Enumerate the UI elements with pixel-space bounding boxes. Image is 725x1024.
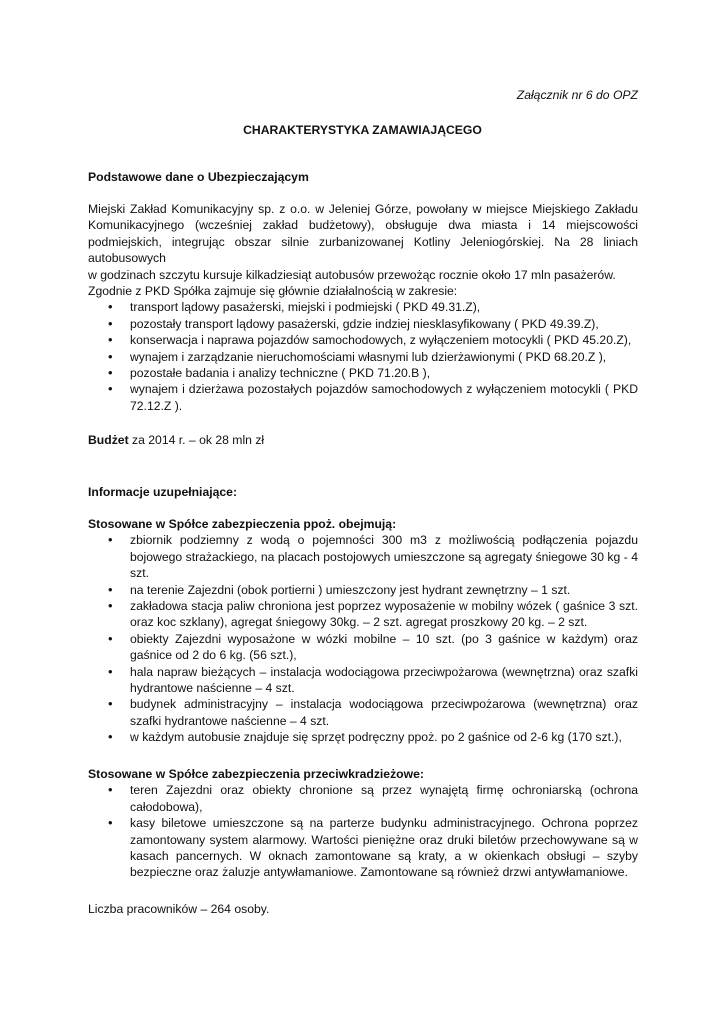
anti-theft-heading: Stosowane w Spółce zabezpieczenia przeciwkradzieżowe: [88,767,424,781]
employees-count: Liczba pracowników – 264 osoby. [88,902,270,916]
list-item: • kasy biletowe umieszczone są na parterze budynku administracyjnego. Ochrona poprzez zamontowany system alarmowy. Wartości pieniężne oraz druki biletów przechowywane są w kasach pancernych. W oknach zamontowane są kraty, a w okienkach obsługi – szyby bezpieczne oraz żaluzje antywłamaniowe. Zamontowane są również drzwi antywłamaniowe. [88,815,638,881]
fire-protection-section [88,516,638,746]
company-description-line3: Zgodnie z PKD Spółka zajmuje się głównie działalnością w zakresie: [88,284,458,299]
list-item: • obiekty Zajezdni wyposażone w wózki mobilne – 10 szt. (po 3 gaśnice w każdym) oraz gaśnice od 2 do 6 kg. (56 szt.), [88,631,638,664]
list-item: • konserwacja i naprawa pojazdów samochodowych, z wyłączeniem motocykli ( PKD 45.20.Z), [88,332,638,348]
activities-list [88,299,638,414]
fire-protection-heading: Stosowane w Spółce zabezpieczenia ppoż. obejmują: [88,517,397,531]
anti-theft-list [88,782,638,880]
supplementary-heading: Informacje uzupełniające: [88,485,237,499]
list-item: • transport lądowy pasażerski, miejski i podmiejski ( PKD 49.31.Z), [88,299,638,315]
list-item: • teren Zajezdni oraz obiekty chronione są przez wynajętą firmę ochroniarską (ochrona całodobowa), [88,782,638,815]
fire-protection-list [88,532,638,745]
document-title: CHARAKTERYSTYKA ZAMAWIAJĄCEGO [243,123,482,137]
budget-label: Budżet [88,433,129,447]
budget-text: za 2014 r. – ok 28 mln zł [128,433,265,447]
list-item: • na terenie Zajezdni (obok portierni ) umieszczony jest hydrant zewnętrzny – 1 szt. [88,582,638,598]
list-item: • wynajem i zarządzanie nieruchomościami własnymi lub dzierżawionymi ( PKD 68.20.Z ), [88,349,638,365]
list-item: • zakładowa stacja paliw chroniona jest poprzez wyposażenie w mobilny wózek ( gaśnice 3 szt. oraz koc szklany), agregat śniegowy 30kg. – 2 szt. agregat proszkowy 20 kg. – 2 szt. [88,598,638,631]
list-item: • zbiornik podziemny z wodą o pojemności 300 m3 z możliwością podłączenia pojazdu bojowego strażackiego, na placach postojowych umieszczone są agregaty śniegowe 30 kg - 4 szt. [88,532,638,581]
list-item: • hala napraw bieżących – instalacja wodociągowa przeciwpożarowa (wewnętrzna) oraz szafki hydrantowe naścienne – 4 szt. [88,664,638,697]
company-description-line2: w godzinach szczytu kursuje kilkadziesiąt autobusów przewożąc rocznie około 17 mln pasażerów. [88,267,616,282]
company-description: Miejski Zakład Komunikacyjny sp. z o.o. w Jeleniej Górze, powołany w miejsce Miejskiego Zakładu Komunikacyjnego (wcześniej zakład budżetowy), obsługuje dwa miasta i 14 miejscowości podmiejskich, integrując obszar silnie zurbanizowanej Kotliny Jeleniogórskiej. Na 28 liniach autobusowych [88,202,638,266]
list-item: • wynajem i dzierżawa pozostałych pojazdów samochodowych z wyłączeniem motocykli ( PKD 72.12.Z ). [88,381,638,414]
annex-label: Załącznik nr 6 do OPZ [516,88,638,102]
list-item: • pozostały transport lądowy pasażerski, gdzie indziej niesklasyfikowany ( PKD 49.39.Z), [88,316,638,332]
list-item: • w każdym autobusie znajduje się sprzęt podręczny ppoż. po 2 gaśnice od 2-6 kg (170 szt.), [88,729,638,745]
budget-line [88,432,638,448]
list-item: • pozostałe badania i analizy techniczne ( PKD 71.20.B ), [88,365,638,381]
basic-data-section [88,201,638,414]
basic-data-heading: Podstawowe dane o Ubezpieczającym [88,170,309,184]
anti-theft-section [88,766,638,881]
list-item: • budynek administracyjny – instalacja wodociągowa przeciwpożarowa (wewnętrzna) oraz szafki hydrantowe naścienne – 4 szt. [88,696,638,729]
